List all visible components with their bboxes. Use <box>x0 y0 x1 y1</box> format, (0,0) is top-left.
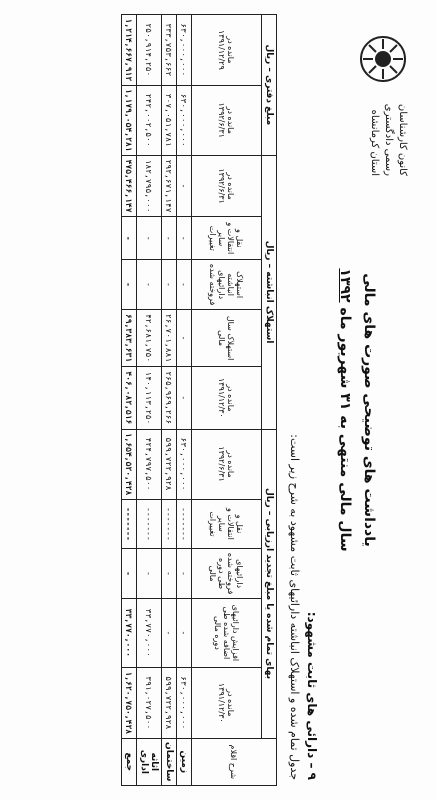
table-row <box>162 15 177 786</box>
cell: ۵۹۹,۷۲۲,۹۲۸ <box>162 429 177 499</box>
cell: - <box>122 549 137 598</box>
cell: ۳۳,۷۷۰,۰۰۰ <box>122 598 137 667</box>
cell: - <box>137 260 162 310</box>
cell: ۱۸۲,۷۹۵,۰۰۰ <box>137 155 162 217</box>
cell: - <box>177 260 192 310</box>
cell: - <box>177 598 192 667</box>
cell: ------- <box>137 499 162 549</box>
cell: - <box>122 217 137 260</box>
group-header-depreciation: استهلاک انباشته – ریال <box>262 155 277 429</box>
fiscal-day: ۳۱ <box>337 393 353 411</box>
cell: ۶۳۰,۰۰۰,۰۰۰ <box>177 85 192 155</box>
col-header-depr-opening: مانده در ۱۳۹۱/۱۲/۳۰ <box>192 367 262 429</box>
cell: - <box>162 217 177 260</box>
cell: ۲۵۰,۹۱۴,۲۵۰ <box>137 15 162 86</box>
cell: ۴۲۴,۷۹۷,۵۰۰ <box>137 429 162 499</box>
cell: ۲۴۲,۰۰۲,۵۰۰ <box>137 85 162 155</box>
row-label: جمع <box>122 738 137 785</box>
cell: - <box>162 598 177 667</box>
section-heading: ۹ – دارائی های ثابت مشهود: <box>305 611 319 780</box>
cell: ۳۳,۷۷۰,۰۰۰ <box>137 598 162 667</box>
col-header-depr-closing: مانده در ۱۳۹۲/۶/۳۱ <box>192 155 262 217</box>
cell: ۱,۶۵۴,۵۲۰,۴۲۸ <box>122 429 137 499</box>
col-header-depr-transfers: نقل و انتقالات و سایر تغییرات <box>192 217 262 260</box>
cell: - <box>137 217 162 260</box>
cell: ۱,۱۷۹,۰۵۴,۲۸۱ <box>122 85 137 155</box>
table-row <box>177 15 192 786</box>
col-header-cost-closing: مانده در ۱۳۹۲/۶/۳۱ <box>192 429 262 499</box>
org-name-line2: استان کرمانشاه <box>369 109 380 176</box>
cell: ------- <box>122 499 137 549</box>
row-label: ساختمان <box>162 738 177 785</box>
row-label: اثاثه اداری <box>137 738 162 785</box>
col-header-depr-disposals: استهلاک انباشته دارائیهای فروخته شده <box>192 260 262 310</box>
cell: - <box>122 260 137 310</box>
cell: ۳۳۳,۷۵۳,۶۶۲ <box>162 15 177 86</box>
col-header-description: شرح اقلام <box>192 738 277 785</box>
cell: - <box>177 155 192 217</box>
cell: - <box>177 309 192 366</box>
fiscal-year: ۱۳۹۲ <box>337 268 353 303</box>
cell: ۱,۲۱۴,۶۶۷,۹۱۲ <box>122 15 137 86</box>
cell: ۶۳۰,۰۰۰,۰۰۰ <box>177 429 192 499</box>
col-header-cost-opening: مانده در ۱۳۹۱/۱۲/۳۰ <box>192 668 262 739</box>
fiscal-prefix: سال مالی منتهی به <box>337 415 353 552</box>
fixed-assets-table <box>121 14 277 786</box>
col-header-cost-transfers: نقل و انتقالات و سایر تغییرات <box>192 499 262 549</box>
cell: - <box>177 217 192 260</box>
section-intro: جدول تمام شده و استهلاک انباشته دارائیهای ثابت مشهود به شرح زیر است: <box>288 434 301 780</box>
cell: - <box>177 549 192 598</box>
col-header-cost-additions: افزایش دارائیهای اضافه شده طی دوره مالی <box>192 598 262 667</box>
fiscal-month: شهریور ماه <box>337 307 353 389</box>
group-header-cost: بهای تمام شده یا مبلغ تجدید ارزیابی – ریال <box>262 429 277 738</box>
col-header-book-opening: مانده در ۱۳۹۱/۱۲/۲۹ <box>192 15 262 86</box>
cell: ۶۳۰,۰۰۰,۰۰۰ <box>177 668 192 739</box>
col-header-depr-year: استهلاک سال مالی <box>192 309 262 366</box>
table-total-row <box>122 15 137 786</box>
cell: ۳۰۷,۰۵۱,۷۸۱ <box>162 85 177 155</box>
cell: - <box>137 549 162 598</box>
cell: ------- <box>162 499 177 549</box>
cell: ۲۶,۷۰۱,۸۸۱ <box>162 309 177 366</box>
cell: ------- <box>177 499 192 549</box>
cell: - <box>162 549 177 598</box>
cell: ۶۳۰,۰۰۰,۰۰۰ <box>177 15 192 86</box>
cell: ۴۷۵,۴۶۶,۱۴۷ <box>122 155 137 217</box>
document-title: یادداشت های توضیحی صورت های مالی <box>361 273 377 547</box>
col-header-cost-disposals: دارائیهای فروخته شده طی دوره مالی <box>192 549 262 598</box>
cell: ۶۹,۳۸۳,۶۳۱ <box>122 309 137 366</box>
cell: ۴۲,۶۸۱,۷۵۰ <box>137 309 162 366</box>
cell: - <box>177 367 192 429</box>
cell: - <box>162 260 177 310</box>
fiscal-period-title <box>337 230 353 590</box>
cell: ۲۶۵,۹۶۹,۲۶۶ <box>162 367 177 429</box>
cell: ۲۹۲,۶۷۱,۱۴۷ <box>162 155 177 217</box>
cell: ۴۰۶,۰۸۲,۵۱۶ <box>122 367 137 429</box>
org-logo <box>353 24 413 94</box>
org-name-line1: کانون کارشناسان رسمی دادگستری <box>383 103 408 176</box>
col-header-book-closing: مانده در ۱۳۹۲/۶/۳۱ <box>192 85 262 155</box>
group-header-book-value: مبلغ دفتری – ریال <box>262 15 277 156</box>
cell: ۱۴۰,۱۱۳,۲۵۰ <box>137 367 162 429</box>
org-name <box>367 96 409 176</box>
row-label: زمین <box>177 738 192 785</box>
cell: ۳۹۱,۰۲۷,۵۰۰ <box>137 668 162 739</box>
table-row <box>137 15 162 786</box>
cell: ۱,۶۲۰,۷۵۰,۴۲۸ <box>122 668 137 739</box>
cell: ۵۹۹,۷۲۲,۹۲۸ <box>162 668 177 739</box>
